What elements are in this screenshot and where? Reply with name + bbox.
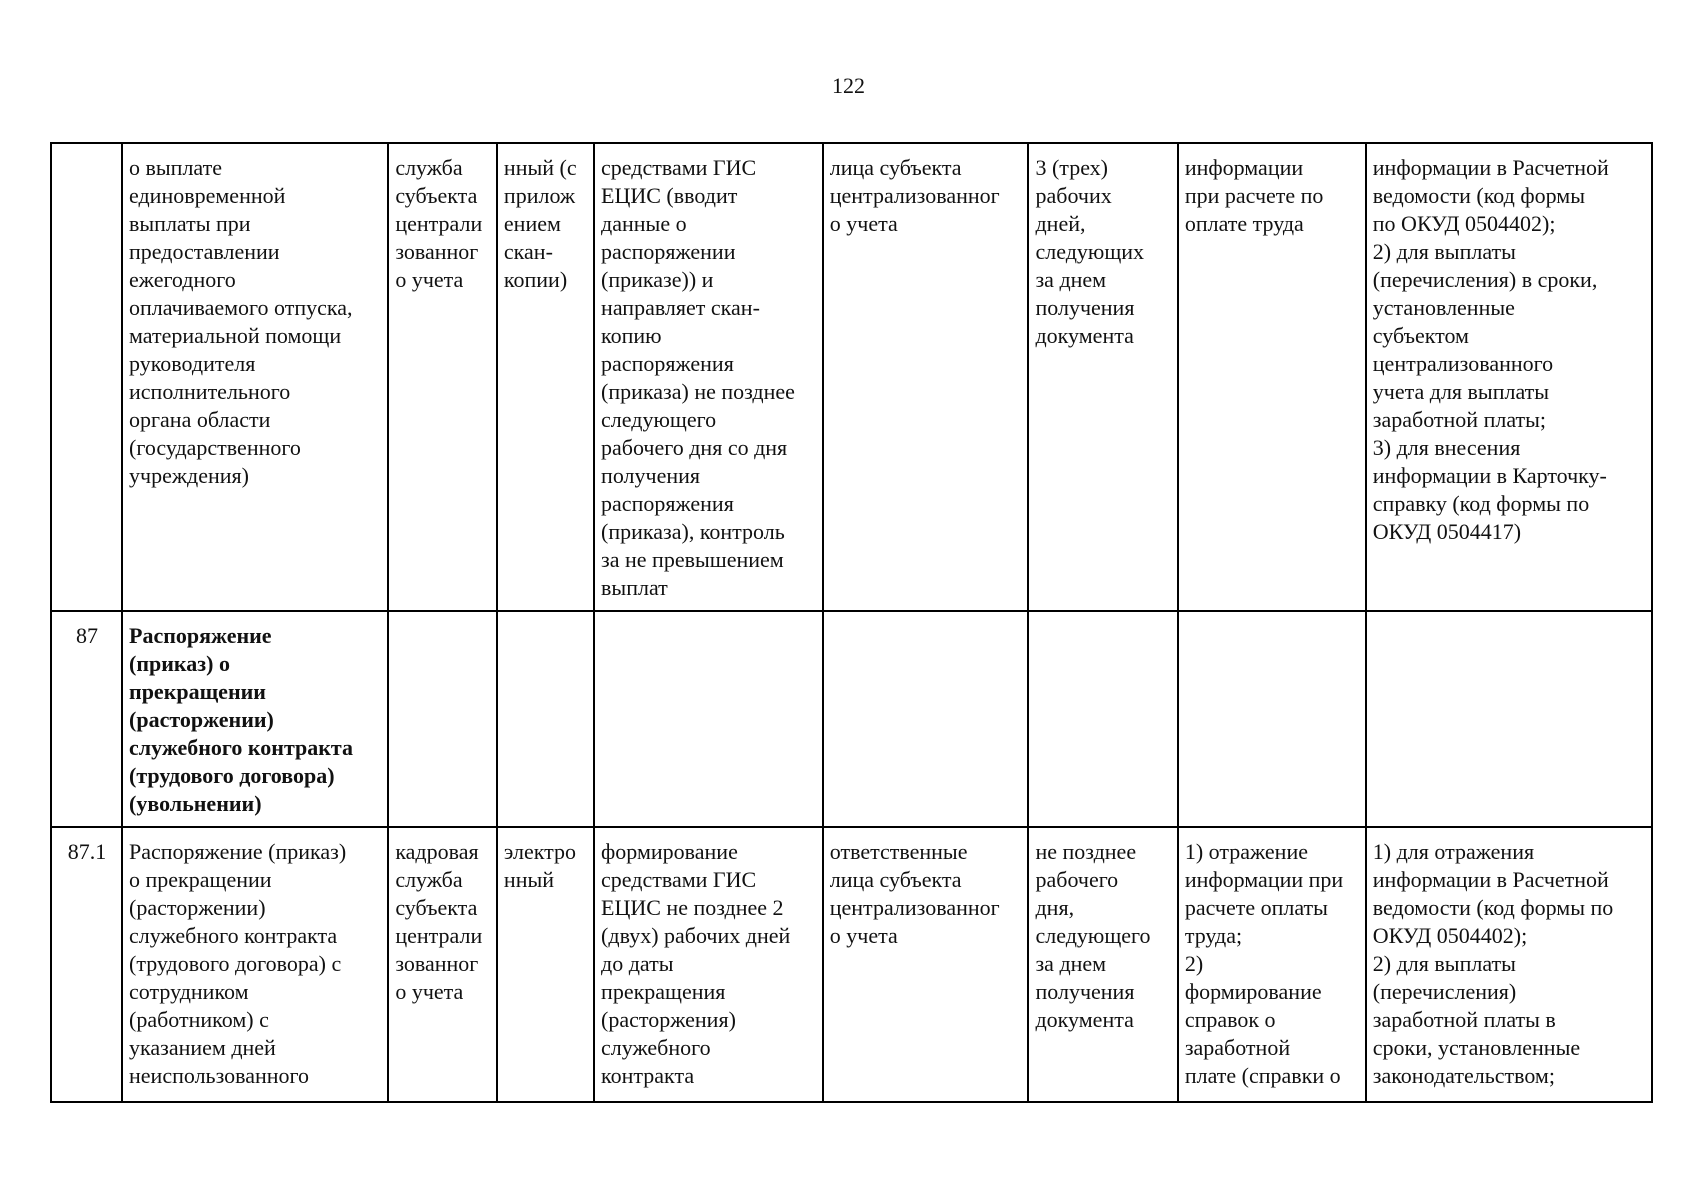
recipient-cell: ответственные лица субъекта централизованног о учета	[823, 827, 1029, 1102]
document-name-cell: о выплате единовременной выплаты при предоставлении ежегодного оплачиваемого отпуска, материальной помощи руководителя исполнительного органа области (государственного учреждения)	[122, 143, 388, 611]
row-number-cell	[51, 143, 122, 611]
format-cell	[497, 611, 594, 827]
term-cell: 3 (трех) рабочих дней, следующих за днем получения документа	[1028, 143, 1177, 611]
submission-method-cell	[594, 611, 823, 827]
creator-cell: кадровая служба субъекта централи зованног о учета	[388, 827, 497, 1102]
submission-method-cell: формирование средствами ГИС ЕЦИС не позднее 2 (двух) рабочих дней до даты прекращения (расторжения) служебного контракта	[594, 827, 823, 1102]
purpose-cell: 1) отражение информации при расчете оплаты труда; 2) формирование справок о заработной плате (справки о	[1178, 827, 1366, 1102]
page-number: 122	[832, 73, 865, 98]
term-cell	[1028, 611, 1177, 827]
purpose-cell: информации при расчете по оплате труда	[1178, 143, 1366, 611]
table-row	[51, 611, 1652, 827]
format-cell: электро нный	[497, 827, 594, 1102]
table-row	[51, 827, 1652, 1102]
term-cell: не позднее рабочего дня, следующего за днем получения документа	[1028, 827, 1177, 1102]
table-row	[51, 143, 1652, 611]
submission-method-cell: средствами ГИС ЕЦИС (вводит данные о распоряжении (приказе)) и направляет скан- копию распоряжения (приказа) не позднее следующего рабочего дня со дня получения распоряжения (приказа), контроль за не превышением выплат	[594, 143, 823, 611]
document-name-cell: Распоряжение (приказ) о прекращении (расторжении) служебного контракта (трудового договора) с сотрудником (работником) с указанием дней неиспользованного	[122, 827, 388, 1102]
document-table	[50, 142, 1653, 1103]
creator-cell: служба субъекта централи зованног о учета	[388, 143, 497, 611]
row-number-cell: 87.1	[51, 827, 122, 1102]
creator-cell	[388, 611, 497, 827]
format-cell: нный (с прилож ением скан- копии)	[497, 143, 594, 611]
recipient-cell: лица субъекта централизованног о учета	[823, 143, 1029, 611]
recipient-cell	[823, 611, 1029, 827]
usage-cell: 1) для отражения информации в Расчетной ведомости (код формы по ОКУД 0504402); 2) для выплаты (перечисления) заработной платы в сроки, установленные законодательством;	[1366, 827, 1652, 1102]
usage-cell	[1366, 611, 1652, 827]
row-number-cell: 87	[51, 611, 122, 827]
section-title-cell: Распоряжение (приказ) о прекращении (расторжении) служебного контракта (трудового договора) (увольнении)	[122, 611, 388, 827]
usage-cell: информации в Расчетной ведомости (код формы по ОКУД 0504402); 2) для выплаты (перечисления) в сроки, установленные субъектом централизованного учета для выплаты заработной платы; 3) для внесения информации в Карточку- справку (код формы по ОКУД 0504417)	[1366, 143, 1652, 611]
purpose-cell	[1178, 611, 1366, 827]
